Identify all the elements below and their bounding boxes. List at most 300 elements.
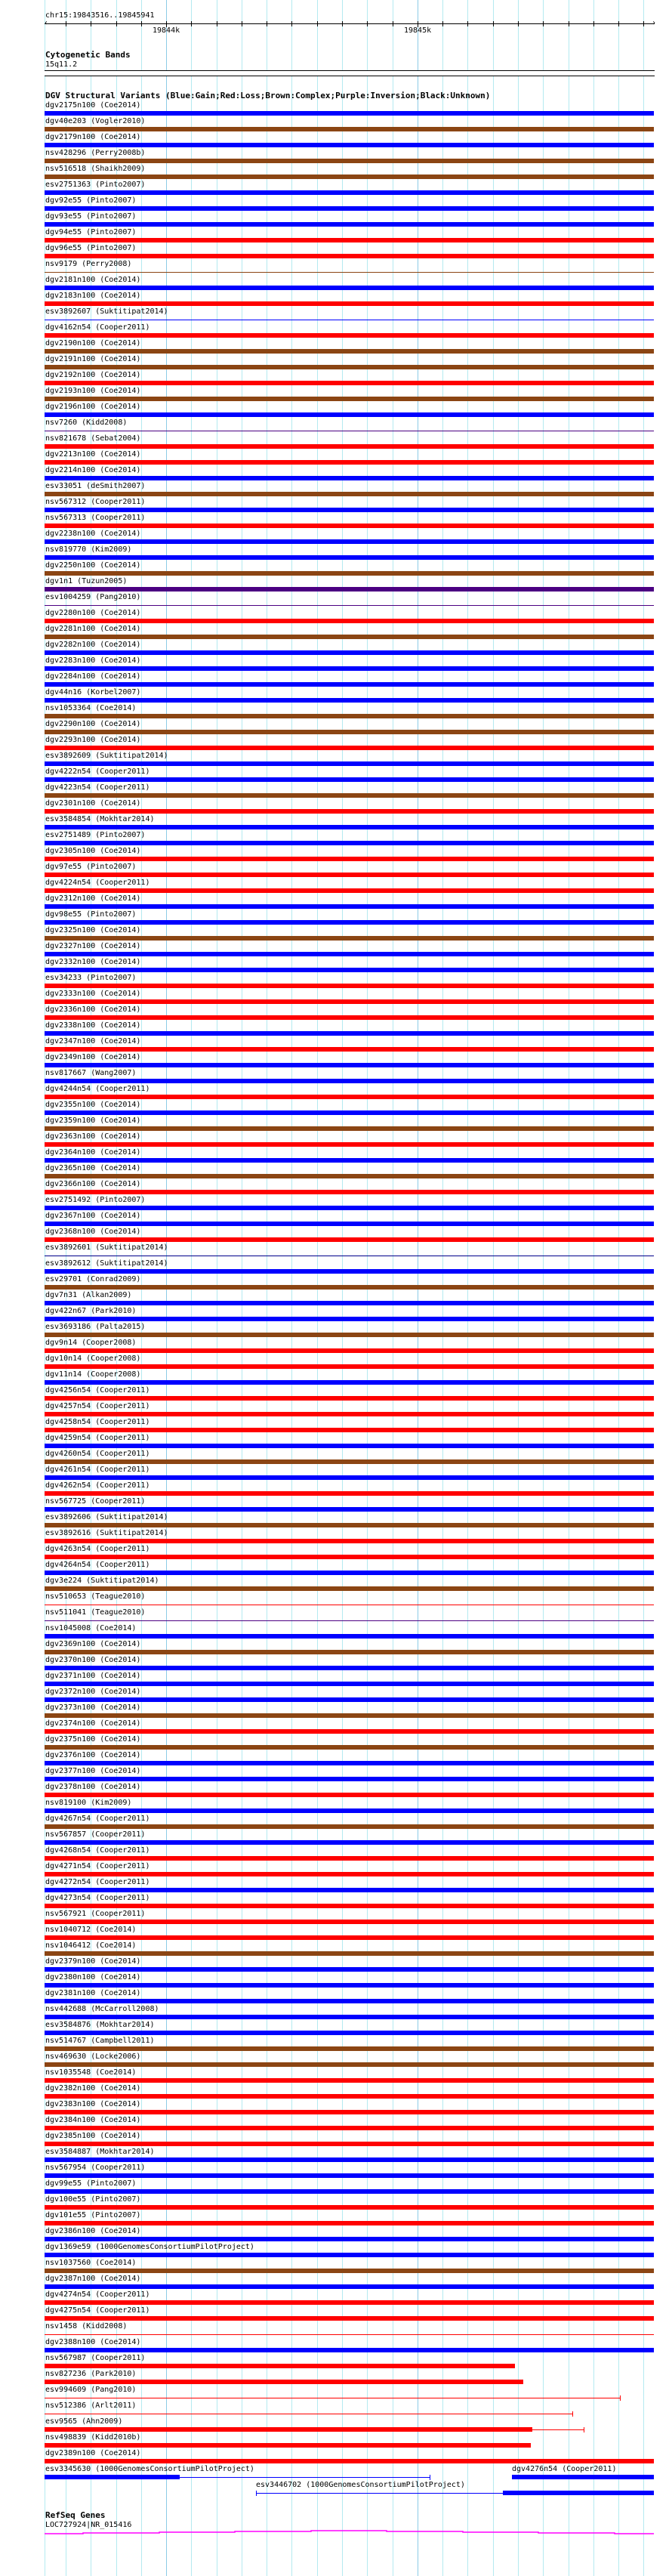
variant-bar[interactable] (45, 746, 654, 750)
variant-label: esv2751363 (Pinto2007) (45, 181, 146, 189)
variant-label: dgv10n14 (Cooper2008) (45, 1354, 141, 1363)
refseq-gene-feature[interactable] (0, 2523, 672, 2538)
variant-label: nsv827236 (Park2010) (45, 2370, 137, 2378)
variant-bar[interactable] (512, 2475, 654, 2479)
variant-bar[interactable] (45, 1555, 654, 1559)
variant-bar[interactable] (45, 1095, 654, 1099)
variant-label: dgv4222n54 (Cooper2011) (45, 768, 150, 776)
variant-label: esv3892612 (Suktitipat2014) (45, 1259, 168, 1268)
variant-label: dgv2373n100 (Coe2014) (45, 1703, 141, 1712)
variant-bar[interactable] (45, 2173, 654, 2178)
variant-label: esv994609 (Pang2010) (45, 2386, 137, 2394)
variant-label: nsv469630 (Locke2006) (45, 2052, 141, 2061)
variant-label: dgv2283n100 (Coe2014) (45, 656, 141, 665)
variant-bar[interactable] (45, 1634, 654, 1639)
cytoband-track-title: Cytogenetic Bands (45, 50, 131, 60)
variant-bar[interactable] (503, 2491, 654, 2495)
variant-bar[interactable] (45, 2126, 654, 2130)
variant-bar[interactable] (45, 301, 654, 306)
variant-bar[interactable] (45, 254, 654, 258)
variant-bar[interactable] (45, 1777, 654, 1781)
variant-bar[interactable] (45, 635, 654, 639)
variant-bar[interactable] (45, 381, 654, 385)
variant-label: dgv2280n100 (Coe2014) (45, 609, 141, 617)
variant-label: nsv7260 (Kidd2008) (45, 419, 128, 427)
variant-label: nsv567313 (Cooper2011) (45, 514, 146, 522)
variant-bar[interactable] (45, 2110, 654, 2114)
variant-bar[interactable] (45, 1317, 654, 1321)
ruler-tick (342, 21, 343, 26)
variant-label: dgv2363n100 (Coe2014) (45, 1132, 141, 1141)
variant-bar[interactable] (45, 1967, 654, 1972)
variant-bar[interactable] (45, 809, 654, 814)
variant-bar[interactable] (45, 587, 654, 591)
variant-label: dgv2349n100 (Coe2014) (45, 1053, 141, 1061)
variant-bar[interactable] (45, 1761, 654, 1765)
variant-label: nsv514767 (Campbell2011) (45, 2037, 155, 2045)
variant-bar[interactable] (45, 2253, 654, 2257)
variant-label: esv3693186 (Palta2015) (45, 1323, 146, 1331)
ruler-tick (518, 21, 519, 26)
variant-bar[interactable] (45, 1491, 654, 1496)
variant-bar[interactable] (45, 1222, 654, 1226)
variant-label: nsv1045008 (Coe2014) (45, 1624, 137, 1632)
variant-label: dgv4276n54 (Cooper2011) (512, 2465, 617, 2473)
variant-label: dgv4264n54 (Cooper2011) (45, 1561, 150, 1569)
variant-end-cap (620, 2395, 621, 2401)
variant-label: dgv2370n100 (Coe2014) (45, 1656, 141, 1664)
variant-bar[interactable] (45, 984, 654, 988)
variant-label: dgv40e203 (Vogler2010) (45, 117, 146, 125)
variant-label: dgv2355n100 (Coe2014) (45, 1101, 141, 1109)
variant-bar[interactable] (45, 2189, 654, 2194)
variant-label: dgv2368n100 (Coe2014) (45, 1228, 141, 1236)
variant-bar[interactable] (45, 1999, 654, 2003)
variant-label: dgv2282n100 (Coe2014) (45, 641, 141, 649)
variant-bar[interactable] (45, 1459, 654, 1464)
variant-bar[interactable] (45, 2284, 654, 2289)
variant-label: esv3584876 (Mokhtar2014) (45, 2021, 155, 2029)
variant-bar[interactable] (45, 127, 654, 131)
variant-bar[interactable] (45, 904, 654, 909)
variant-bar[interactable] (45, 1412, 654, 1416)
variant-label: dgv98e55 (Pinto2007) (45, 910, 137, 919)
variant-label: nsv1035548 (Coe2014) (45, 2068, 137, 2077)
variant-bar[interactable] (45, 1269, 654, 1274)
variant-bar[interactable] (45, 1856, 654, 1861)
refseq-gene-label: LOC727924|NR_015416 (45, 2521, 132, 2529)
variant-label: nsv1037560 (Coe2014) (45, 2259, 137, 2267)
variant-line[interactable] (45, 1620, 654, 1621)
variant-bar[interactable] (45, 1333, 654, 1337)
variant-label: nsv817667 (Wang2007) (45, 1069, 137, 1077)
variant-bar[interactable] (45, 412, 654, 417)
variant-bar[interactable] (45, 365, 654, 369)
variant-label: dgv101e55 (Pinto2007) (45, 2211, 141, 2219)
variant-label: nsv567921 (Cooper2011) (45, 1910, 146, 1918)
ruler-tick (543, 21, 544, 26)
variant-bar[interactable] (45, 1920, 654, 1924)
variant-label: nsv567987 (Cooper2011) (45, 2354, 146, 2362)
variant-label: dgv2366n100 (Coe2014) (45, 1180, 141, 1188)
variant-label: nsv516518 (Shaikh2009) (45, 165, 146, 173)
variant-label: nsv9179 (Perry2008) (45, 260, 132, 268)
ruler-tick (317, 21, 318, 26)
variant-bar[interactable] (45, 2078, 654, 2083)
variant-label: dgv2385n100 (Coe2014) (45, 2132, 141, 2140)
variant-bar[interactable] (45, 1444, 654, 1448)
variant-bar[interactable] (45, 1983, 654, 1988)
variant-bar[interactable] (45, 476, 654, 480)
variant-bar[interactable] (45, 2459, 654, 2463)
variant-label: dgv4244n54 (Cooper2011) (45, 1085, 150, 1093)
variant-label: dgv97e55 (Pinto2007) (45, 863, 137, 871)
variant-label: dgv2181n100 (Coe2014) (45, 276, 141, 284)
variant-bar[interactable] (45, 2094, 654, 2099)
variant-bar[interactable] (45, 1174, 654, 1178)
ruler-tick (467, 21, 468, 26)
variant-bar[interactable] (45, 1872, 654, 1876)
variant-bar[interactable] (45, 682, 654, 687)
variant-label: dgv2238n100 (Coe2014) (45, 530, 141, 538)
variant-label: dgv2372n100 (Coe2014) (45, 1688, 141, 1696)
variant-line[interactable] (45, 605, 654, 606)
variant-bar[interactable] (45, 777, 654, 782)
variant-label: nsv442688 (McCarroll2008) (45, 2005, 159, 2013)
variant-bar[interactable] (45, 999, 654, 1004)
variant-bar[interactable] (45, 238, 654, 242)
variant-label: nsv1053364 (Coe2014) (45, 704, 137, 712)
variant-label: dgv2192n100 (Coe2014) (45, 371, 141, 379)
variant-bar[interactable] (45, 936, 654, 941)
variant-bar[interactable] (45, 1523, 654, 1527)
variant-bar[interactable] (45, 206, 654, 211)
variant-label: esv3345630 (1000GenomesConsortiumPilotProject) (45, 2465, 254, 2473)
variant-label: nsv428296 (Perry2008b) (45, 149, 146, 157)
variant-label: dgv100e55 (Pinto2007) (45, 2195, 141, 2204)
variant-label: dgv9n14 (Cooper2008) (45, 1339, 137, 1347)
variant-bar[interactable] (45, 1697, 654, 1702)
variant-label: nsv511041 (Teague2010) (45, 1608, 146, 1617)
variant-bar[interactable] (45, 1729, 654, 1734)
variant-label: esv3892616 (Suktitipat2014) (45, 1529, 168, 1537)
variant-bar[interactable] (45, 1650, 654, 1654)
variant-bar[interactable] (45, 1428, 654, 1432)
variant-label: dgv2364n100 (Coe2014) (45, 1148, 141, 1157)
variant-label: dgv44n16 (Korbel2007) (45, 688, 141, 697)
variant-label: dgv4273n54 (Cooper2011) (45, 1894, 150, 1902)
variant-label: dgv2327n100 (Coe2014) (45, 942, 141, 950)
variant-bar[interactable] (45, 460, 654, 465)
variant-bar[interactable] (45, 2380, 523, 2384)
variant-label: dgv2336n100 (Coe2014) (45, 1005, 141, 1014)
variant-label: esv2751492 (Pinto2007) (45, 1196, 146, 1204)
variant-label: dgv2191n100 (Coe2014) (45, 355, 141, 363)
variant-label: dgv4259n54 (Cooper2011) (45, 1434, 150, 1442)
variant-label: dgv2367n100 (Coe2014) (45, 1212, 141, 1220)
variant-label: dgv93e55 (Pinto2007) (45, 212, 137, 221)
variant-label: esv34233 (Pinto2007) (45, 974, 137, 982)
variant-bar[interactable] (45, 714, 654, 718)
variant-label: dgv92e55 (Pinto2007) (45, 196, 137, 205)
variant-bar[interactable] (45, 1571, 654, 1575)
variant-label: esv3892609 (Suktitipat2014) (45, 752, 168, 760)
variant-label: dgv2250n100 (Coe2014) (45, 561, 141, 570)
position-label: chr15:19843516..19845941 (45, 11, 155, 20)
variant-bar[interactable] (45, 1237, 654, 1242)
variant-label: esv1004259 (Pang2010) (45, 593, 141, 601)
variant-bar[interactable] (45, 2348, 654, 2352)
variant-label: dgv4224n54 (Cooper2011) (45, 879, 150, 887)
variant-label: dgv2332n100 (Coe2014) (45, 958, 141, 966)
variant-label: dgv2293n100 (Coe2014) (45, 736, 141, 744)
variant-bar[interactable] (45, 111, 654, 116)
variant-bar[interactable] (45, 1539, 654, 1543)
variant-bar[interactable] (45, 761, 654, 766)
variant-bar[interactable] (45, 524, 654, 528)
variant-label: dgv2175n100 (Coe2014) (45, 101, 141, 110)
variant-bar[interactable] (45, 1888, 654, 1892)
variant-bar[interactable] (45, 222, 654, 227)
variant-label: dgv7n31 (Alkan2009) (45, 1291, 132, 1299)
variant-label: dgv2387n100 (Coe2014) (45, 2275, 141, 2283)
ruler-tick (493, 21, 494, 26)
variant-label: dgv2383n100 (Coe2014) (45, 2100, 141, 2108)
variant-label: nsv1040712 (Coe2014) (45, 1926, 137, 1934)
variant-bar[interactable] (45, 1110, 654, 1115)
variant-end-cap (572, 2411, 573, 2417)
variant-bar[interactable] (45, 2157, 654, 2162)
variant-bar[interactable] (45, 1158, 654, 1163)
variant-bar[interactable] (45, 349, 654, 354)
variant-bar[interactable] (45, 1808, 654, 1813)
variant-bar[interactable] (45, 2427, 532, 2432)
variant-label: nsv1458 (Kidd2008) (45, 2322, 128, 2330)
variant-label: dgv2190n100 (Coe2014) (45, 339, 141, 347)
variant-label: dgv2379n100 (Coe2014) (45, 1957, 141, 1966)
variant-bar[interactable] (45, 286, 654, 290)
variant-bar[interactable] (45, 1507, 654, 1512)
variant-bar[interactable] (45, 1682, 654, 1686)
variant-bar[interactable] (45, 698, 654, 703)
variant-bar[interactable] (45, 1047, 654, 1052)
variant-label: dgv2301n100 (Coe2014) (45, 799, 141, 808)
variant-label: esv29701 (Conrad2009) (45, 1275, 141, 1283)
variant-bar[interactable] (45, 2205, 654, 2210)
variant-bar[interactable] (45, 2300, 654, 2305)
variant-label: dgv94e55 (Pinto2007) (45, 228, 137, 236)
variant-label: dgv4267n54 (Cooper2011) (45, 1815, 150, 1823)
variant-bar[interactable] (45, 143, 654, 147)
ruler-tick (442, 21, 443, 26)
variant-bar[interactable] (45, 397, 654, 401)
variant-bar[interactable] (45, 1301, 654, 1305)
variant-label: dgv2193n100 (Coe2014) (45, 387, 141, 395)
variant-bar[interactable] (45, 825, 654, 829)
variant-label: dgv4260n54 (Cooper2011) (45, 1450, 150, 1458)
variant-label: nsv512386 (Arlt2011) (45, 2401, 137, 2410)
variant-bar[interactable] (45, 2221, 654, 2225)
variant-bar[interactable] (45, 920, 654, 925)
variant-bar[interactable] (45, 1206, 654, 1210)
variant-label: dgv2359n100 (Coe2014) (45, 1117, 141, 1125)
ruler-tick (116, 21, 117, 26)
variant-bar[interactable] (45, 650, 654, 655)
variant-label: dgv4257n54 (Cooper2011) (45, 1402, 150, 1410)
ruler-left-arrow-icon[interactable]: ‹ (44, 19, 49, 27)
ruler-tick-label: 19845k (404, 26, 432, 35)
variant-label: dgv2377n100 (Coe2014) (45, 1767, 141, 1775)
variant-label: dgv1369e59 (1000GenomesConsortiumPilotProject) (45, 2243, 254, 2251)
variant-label: dgv422n67 (Park2010) (45, 1307, 137, 1315)
variant-bar[interactable] (45, 333, 654, 338)
variant-label: dgv96e55 (Pinto2007) (45, 244, 137, 252)
variant-bar[interactable] (45, 1935, 654, 1940)
variant-bar[interactable] (45, 1142, 654, 1147)
variant-label: dgv2333n100 (Coe2014) (45, 990, 141, 998)
variant-bar[interactable] (45, 857, 654, 861)
variant-label: esv33051 (deSmith2007) (45, 482, 146, 490)
ruler-tick (367, 21, 368, 26)
variant-line[interactable] (45, 2334, 654, 2335)
variant-bar[interactable] (45, 1079, 654, 1083)
variant-bar[interactable] (45, 1666, 654, 1670)
variant-label: esv3584854 (Mokhtar2014) (45, 815, 155, 823)
variant-bar[interactable] (45, 1063, 654, 1067)
variant-bar[interactable] (45, 793, 654, 798)
variant-bar[interactable] (45, 2316, 654, 2321)
variant-bar[interactable] (45, 571, 654, 576)
variant-bar[interactable] (45, 1126, 654, 1131)
variant-bar[interactable] (45, 1380, 654, 1385)
variant-bar[interactable] (45, 2142, 654, 2146)
variant-bar[interactable] (45, 1285, 654, 1290)
variant-label: dgv2389n100 (Coe2014) (45, 2449, 141, 2457)
variant-bar[interactable] (45, 1713, 654, 1718)
variant-bar[interactable] (45, 666, 654, 671)
variant-label: dgv4272n54 (Cooper2011) (45, 1878, 150, 1886)
ruler-tick (593, 21, 594, 26)
variant-label: dgv2375n100 (Coe2014) (45, 1735, 141, 1744)
variant-label: dgv2284n100 (Coe2014) (45, 672, 141, 681)
variant-label: dgv4274n54 (Cooper2011) (45, 2290, 150, 2299)
variant-start-cap (256, 2491, 257, 2496)
variant-label: dgv2347n100 (Coe2014) (45, 1037, 141, 1046)
variant-bar[interactable] (45, 2237, 654, 2241)
variant-bar[interactable] (45, 1904, 654, 1908)
variant-bar[interactable] (45, 1840, 654, 1845)
variant-label: nsv1046412 (Coe2014) (45, 1941, 137, 1950)
variant-bar[interactable] (45, 952, 654, 956)
variant-bar[interactable] (45, 619, 654, 623)
variant-bar[interactable] (45, 2046, 654, 2051)
variant-bar[interactable] (45, 2443, 531, 2448)
variant-label: nsv819100 (Kim2009) (45, 1799, 132, 1807)
variant-bar[interactable] (45, 1475, 654, 1480)
ruler-axis (45, 23, 655, 24)
variant-bar[interactable] (45, 1364, 654, 1369)
variant-label: nsv567857 (Cooper2011) (45, 1830, 146, 1839)
variant-bar[interactable] (45, 2364, 515, 2368)
variant-label: dgv99e55 (Pinto2007) (45, 2179, 137, 2188)
variant-bar[interactable] (45, 1824, 654, 1829)
variant-label: dgv4256n54 (Cooper2011) (45, 1386, 150, 1395)
variant-bar[interactable] (45, 968, 654, 972)
variant-bar[interactable] (45, 159, 654, 163)
variant-label: dgv4258n54 (Cooper2011) (45, 1418, 150, 1426)
variant-label: dgv3e224 (Suktitipat2014) (45, 1577, 159, 1585)
variant-label: dgv2386n100 (Coe2014) (45, 2227, 141, 2235)
variant-bar[interactable] (45, 1745, 654, 1750)
variant-bar[interactable] (45, 1396, 654, 1401)
variant-bar[interactable] (45, 1348, 654, 1353)
variant-bar[interactable] (45, 888, 654, 893)
variant-label: dgv2365n100 (Coe2014) (45, 1164, 141, 1172)
variant-bar[interactable] (45, 1190, 654, 1194)
variant-label: esv3892607 (Suktitipat2014) (45, 307, 168, 316)
variant-bar[interactable] (45, 1031, 654, 1036)
variant-label: esv3446702 (1000GenomesConsortiumPilotProject) (256, 2481, 465, 2489)
variant-label: dgv2374n100 (Coe2014) (45, 1719, 141, 1728)
variant-bar[interactable] (45, 841, 654, 845)
variant-bar[interactable] (45, 1586, 654, 1591)
ruler-tick (643, 21, 644, 26)
variant-line[interactable] (45, 272, 654, 273)
variant-bar[interactable] (45, 2062, 654, 2067)
variant-bar[interactable] (45, 2015, 654, 2019)
ruler-tick (291, 21, 292, 26)
variant-label: nsv510653 (Teague2010) (45, 1592, 146, 1601)
variant-label: dgv2281n100 (Coe2014) (45, 625, 141, 633)
variant-label: nsv821678 (Sebat2004) (45, 434, 141, 443)
variant-label: esv3892606 (Suktitipat2014) (45, 1513, 168, 1521)
variant-bar[interactable] (45, 1793, 654, 1797)
variant-bar[interactable] (45, 444, 654, 449)
variant-bar[interactable] (45, 2031, 654, 2035)
variant-label: dgv4263n54 (Cooper2011) (45, 1545, 150, 1553)
variant-label: dgv4268n54 (Cooper2011) (45, 1846, 150, 1855)
variant-label: dgv2290n100 (Coe2014) (45, 720, 141, 728)
variant-label: dgv2196n100 (Coe2014) (45, 403, 141, 411)
variant-label: dgv2378n100 (Coe2014) (45, 1783, 141, 1791)
variant-bar[interactable] (45, 508, 654, 512)
variant-bar[interactable] (45, 175, 654, 179)
variant-label: dgv4223n54 (Cooper2011) (45, 783, 150, 792)
variant-bar[interactable] (45, 190, 654, 195)
variant-bar[interactable] (45, 1015, 654, 1020)
cytoband-15q11.2[interactable] (45, 70, 655, 76)
variant-bar[interactable] (45, 2475, 180, 2479)
ruler-tick-label: 19844k (153, 26, 180, 35)
variant-label: nsv567954 (Cooper2011) (45, 2164, 146, 2172)
dgv-track-title: DGV Structural Variants (Blue:Gain;Red:Loss;Brown:Complex;Purple:Inversion;Black:Unknown) (45, 91, 491, 100)
variant-label: esv3892601 (Suktitipat2014) (45, 1243, 168, 1252)
ruler-tick (618, 21, 619, 26)
variant-bar[interactable] (45, 2269, 654, 2273)
variant-bar[interactable] (45, 730, 654, 734)
variant-label: nsv567725 (Cooper2011) (45, 1497, 146, 1506)
variant-bar[interactable] (45, 873, 654, 877)
variant-bar[interactable] (45, 555, 654, 560)
variant-bar[interactable] (45, 492, 654, 496)
variant-label: esv2751489 (Pinto2007) (45, 831, 146, 839)
variant-bar[interactable] (45, 539, 654, 544)
variant-label: dgv2305n100 (Coe2014) (45, 847, 141, 855)
variant-bar[interactable] (45, 1951, 654, 1956)
variant-label: dgv4261n54 (Cooper2011) (45, 1466, 150, 1474)
ruler-right-arrow-icon[interactable]: › (652, 19, 657, 27)
variant-label: dgv2382n100 (Coe2014) (45, 2084, 141, 2093)
